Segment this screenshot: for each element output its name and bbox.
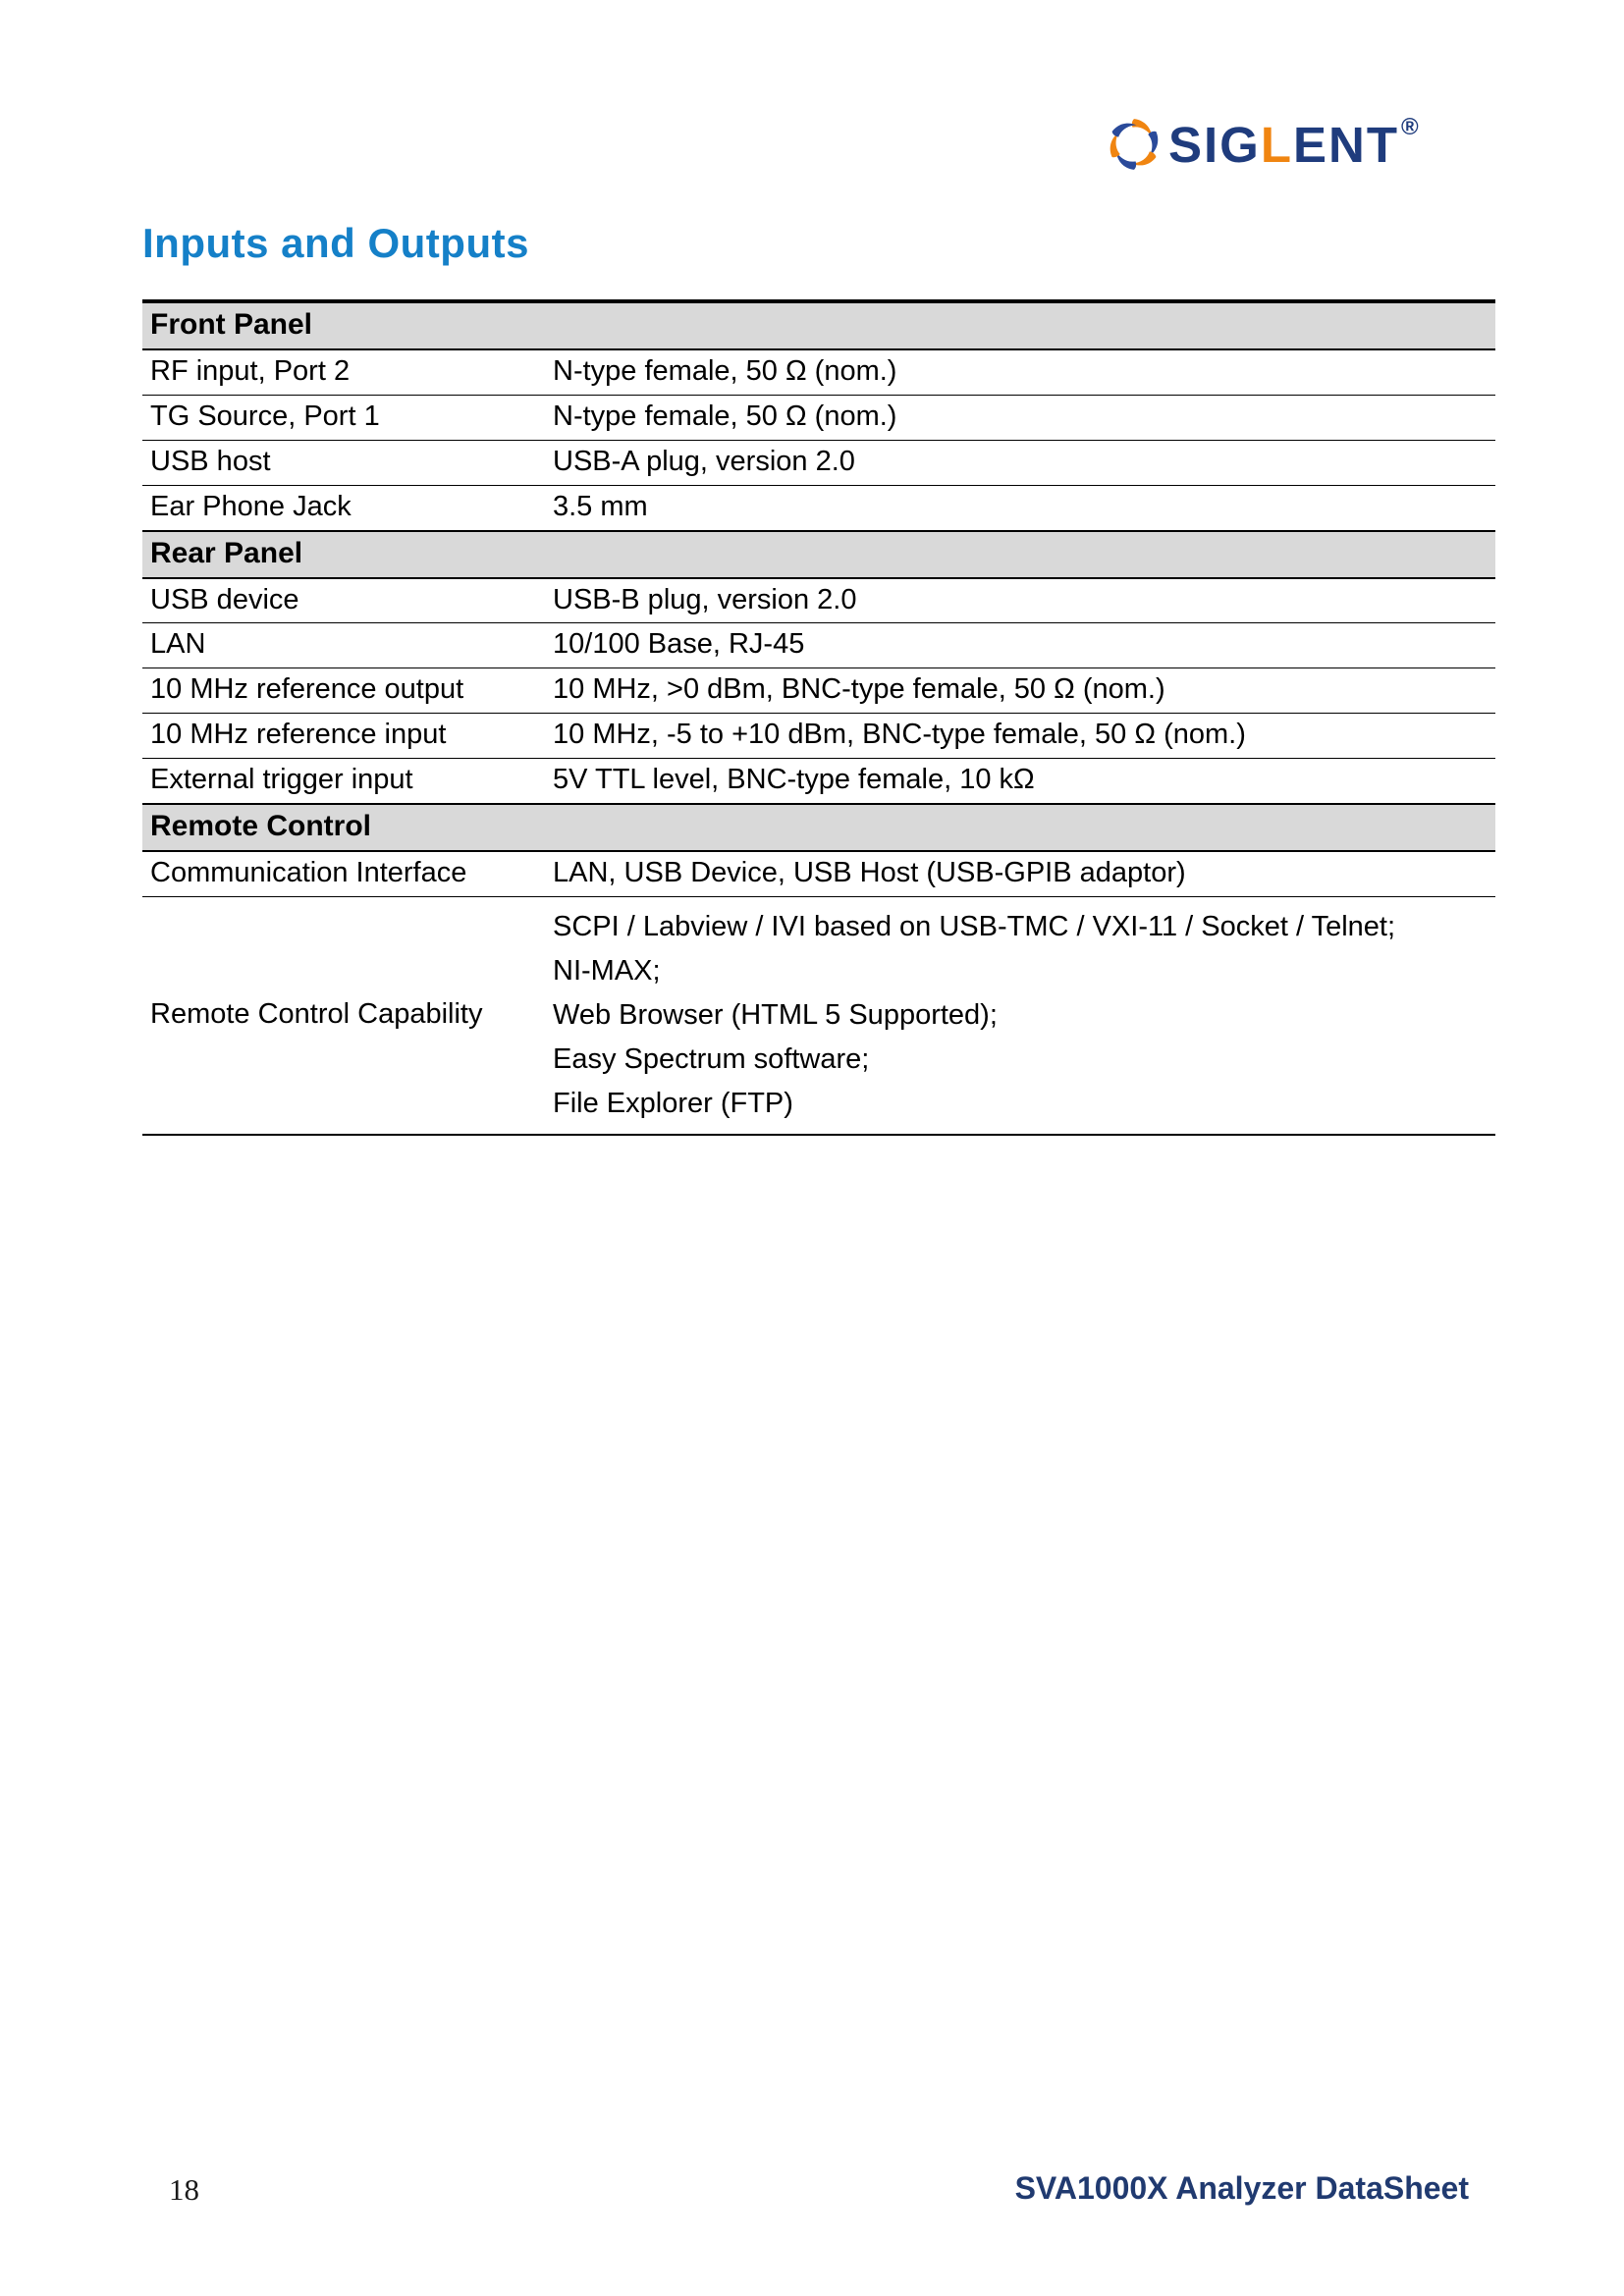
table-row xyxy=(142,759,1495,804)
table-row xyxy=(142,714,1495,759)
table-row xyxy=(142,668,1495,714)
row-value: 5V TTL level, BNC-type female, 10 kΩ xyxy=(545,759,1495,804)
section-header-front-panel xyxy=(142,301,1495,349)
table-row xyxy=(142,485,1495,530)
footer-doc-title: SVA1000X Analyzer DataSheet xyxy=(1014,2170,1469,2206)
row-label: Ear Phone Jack xyxy=(142,485,545,530)
row-label: 10 MHz reference output xyxy=(142,668,545,714)
row-label: Remote Control Capability xyxy=(142,896,545,1135)
registered-mark: ® xyxy=(1401,113,1421,140)
capability-line: SCPI / Labview / IVI based on USB-TMC / VXI-11 / Socket / Telnet; xyxy=(553,910,1396,942)
siglent-logo xyxy=(1106,113,1421,173)
siglent-pinwheel-icon xyxy=(1106,116,1163,173)
table-row xyxy=(142,349,1495,395)
capability-line: Easy Spectrum software; xyxy=(553,1042,870,1075)
siglent-wordmark xyxy=(1168,113,1421,173)
row-value: LAN, USB Device, USB Host (USB-GPIB adaptor) xyxy=(545,851,1495,896)
row-value: USB-B plug, version 2.0 xyxy=(545,578,1495,623)
row-value: 3.5 mm xyxy=(545,485,1495,530)
table-row xyxy=(142,578,1495,623)
row-value: N-type female, 50 Ω (nom.) xyxy=(545,395,1495,440)
section-header-remote-control xyxy=(142,804,1495,851)
page-number: 18 xyxy=(169,2172,199,2207)
table-row xyxy=(142,896,1495,1135)
row-value-multiline xyxy=(545,896,1495,1135)
section-header-label: Remote Control xyxy=(142,804,1495,851)
wordmark-part3: ENT xyxy=(1293,116,1400,173)
section-header-label: Front Panel xyxy=(142,301,1495,349)
page-title: Inputs and Outputs xyxy=(142,220,529,266)
table-row xyxy=(142,395,1495,440)
row-label: USB host xyxy=(142,440,545,485)
section-header-label: Rear Panel xyxy=(142,531,1495,578)
row-value: 10 MHz, -5 to +10 dBm, BNC-type female, 50 Ω (nom.) xyxy=(545,714,1495,759)
row-label: Communication Interface xyxy=(142,851,545,896)
row-label: TG Source, Port 1 xyxy=(142,395,545,440)
wordmark-part1: SIG xyxy=(1168,116,1261,173)
capability-line: File Explorer (FTP) xyxy=(553,1087,793,1119)
row-value: USB-A plug, version 2.0 xyxy=(545,440,1495,485)
table-row xyxy=(142,623,1495,668)
table-row xyxy=(142,440,1495,485)
row-label: RF input, Port 2 xyxy=(142,349,545,395)
table-row xyxy=(142,851,1495,896)
row-label: 10 MHz reference input xyxy=(142,714,545,759)
io-spec-table xyxy=(142,299,1495,1136)
row-label: USB device xyxy=(142,578,545,623)
wordmark-part2: L xyxy=(1260,116,1294,173)
row-label: LAN xyxy=(142,623,545,668)
row-value: 10/100 Base, RJ-45 xyxy=(545,623,1495,668)
section-header-rear-panel xyxy=(142,531,1495,578)
capability-line: NI-MAX; xyxy=(553,954,661,987)
row-label: External trigger input xyxy=(142,759,545,804)
row-value: 10 MHz, >0 dBm, BNC-type female, 50 Ω (nom.) xyxy=(545,668,1495,714)
row-value: N-type female, 50 Ω (nom.) xyxy=(545,349,1495,395)
capability-line: Web Browser (HTML 5 Supported); xyxy=(553,998,998,1031)
